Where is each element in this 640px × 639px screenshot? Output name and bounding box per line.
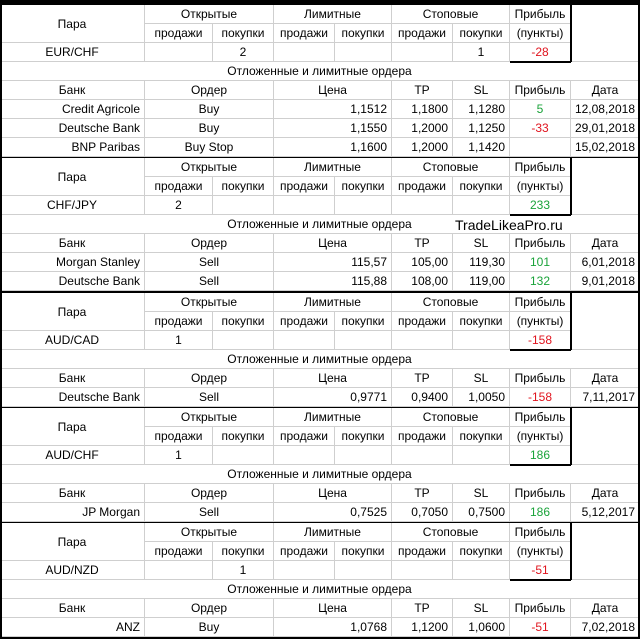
pair-header: Пара <box>0 5 145 43</box>
total-profit: -158 <box>510 331 571 350</box>
profit-header: Прибыль <box>510 599 571 618</box>
take-profit: 0,9400 <box>392 388 453 407</box>
order-date: 7,02,2018 <box>571 618 640 637</box>
stop-loss: 1,1250 <box>453 119 510 138</box>
sell-subheader: продажи <box>274 24 335 43</box>
limit-header: Лимитные <box>274 293 392 312</box>
order-profit: 186 <box>510 503 571 522</box>
buy-subheader: покупки <box>213 312 274 331</box>
order-date: 7,11,2017 <box>571 388 640 407</box>
pair-header: Пара <box>0 293 145 331</box>
stop-sell-count <box>392 43 453 62</box>
sell-subheader: продажи <box>274 177 335 196</box>
empty-cell <box>571 5 640 62</box>
limit-sell-count <box>274 561 335 580</box>
profit-header: Прибыль <box>510 408 571 427</box>
limit-sell-count <box>274 446 335 465</box>
table-border <box>510 349 571 351</box>
buy-subheader: покупки <box>335 312 392 331</box>
bank-name: Credit Agricole <box>0 100 145 119</box>
stop-sell-count <box>392 446 453 465</box>
take-profit: 108,00 <box>392 272 453 291</box>
sl-header: SL <box>453 369 510 388</box>
bank-name: BNP Paribas <box>0 138 145 157</box>
order-header: Ордер <box>145 484 274 503</box>
open-header: Открытые <box>145 293 274 312</box>
points-subheader: (пункты) <box>510 312 571 331</box>
sell-subheader: продажи <box>274 312 335 331</box>
total-profit: -28 <box>510 43 571 62</box>
open-buy-count <box>213 446 274 465</box>
pair-header: Пара <box>0 408 145 446</box>
limit-sell-count <box>274 331 335 350</box>
order-date: 6,01,2018 <box>571 253 640 272</box>
open-buy-count: 1 <box>213 561 274 580</box>
bank-header: Банк <box>0 369 145 388</box>
order-type: Sell <box>145 272 274 291</box>
open-buy-count: 2 <box>213 43 274 62</box>
stop-loss: 1,1280 <box>453 100 510 119</box>
price-header: Цена <box>274 484 392 503</box>
open-sell-count: 1 <box>145 446 213 465</box>
tp-header: TP <box>392 484 453 503</box>
price-header: Цена <box>274 369 392 388</box>
pending-orders-title: Отложенные и лимитные ордера <box>0 62 640 81</box>
date-header: Дата <box>571 484 640 503</box>
bank-header: Банк <box>0 234 145 253</box>
buy-subheader: покупки <box>453 177 510 196</box>
pair-name: AUD/CAD <box>0 331 145 350</box>
stop-header: Стоповые <box>392 158 510 177</box>
order-date: 29,01,2018 <box>571 119 640 138</box>
bank-header: Банк <box>0 81 145 100</box>
take-profit: 1,1800 <box>392 100 453 119</box>
order-price: 115,57 <box>274 253 392 272</box>
bank-header: Банк <box>0 484 145 503</box>
empty-cell <box>571 293 640 350</box>
open-sell-count: 1 <box>145 331 213 350</box>
sell-subheader: продажи <box>145 177 213 196</box>
bank-name: JP Morgan <box>0 503 145 522</box>
pending-orders-title: Отложенные и лимитные ордера <box>0 465 640 484</box>
table-border <box>570 293 572 350</box>
sell-subheader: продажи <box>392 24 453 43</box>
tp-header: TP <box>392 81 453 100</box>
buy-subheader: покупки <box>453 427 510 446</box>
pending-orders-title: Отложенные и лимитные ордера <box>0 580 640 599</box>
order-type: Sell <box>145 503 274 522</box>
buy-subheader: покупки <box>335 427 392 446</box>
stop-buy-count <box>453 561 510 580</box>
buy-subheader: покупки <box>213 427 274 446</box>
pair-name: AUD/CHF <box>0 446 145 465</box>
limit-buy-count <box>335 446 392 465</box>
tp-header: TP <box>392 234 453 253</box>
points-subheader: (пункты) <box>510 542 571 561</box>
sell-subheader: продажи <box>392 427 453 446</box>
profit-header: Прибыль <box>510 234 571 253</box>
sell-subheader: продажи <box>145 312 213 331</box>
take-profit: 1,2000 <box>392 138 453 157</box>
buy-subheader: покупки <box>453 542 510 561</box>
stop-sell-count <box>392 561 453 580</box>
pair-header: Пара <box>0 523 145 561</box>
stop-header: Стоповые <box>392 523 510 542</box>
bank-header: Банк <box>0 599 145 618</box>
empty-cell <box>571 158 640 215</box>
stop-buy-count: 1 <box>453 43 510 62</box>
date-header: Дата <box>571 234 640 253</box>
table-border <box>510 61 571 63</box>
profit-header: Прибыль <box>510 81 571 100</box>
limit-buy-count <box>335 331 392 350</box>
limit-buy-count <box>335 43 392 62</box>
open-buy-count <box>213 331 274 350</box>
total-profit: 233 <box>510 196 571 215</box>
stop-loss: 1,1420 <box>453 138 510 157</box>
table-border <box>0 158 2 291</box>
sell-subheader: продажи <box>392 177 453 196</box>
sl-header: SL <box>453 599 510 618</box>
bank-name: Morgan Stanley <box>0 253 145 272</box>
sell-subheader: продажи <box>145 427 213 446</box>
open-sell-count: 2 <box>145 196 213 215</box>
stop-buy-count <box>453 446 510 465</box>
date-header: Дата <box>571 81 640 100</box>
order-profit: -158 <box>510 388 571 407</box>
total-profit: -51 <box>510 561 571 580</box>
bank-name: Deutsche Bank <box>0 272 145 291</box>
take-profit: 1,1200 <box>392 618 453 637</box>
table-border <box>0 5 2 157</box>
order-header: Ордер <box>145 81 274 100</box>
order-header: Ордер <box>145 599 274 618</box>
price-header: Цена <box>274 81 392 100</box>
limit-header: Лимитные <box>274 158 392 177</box>
sell-subheader: продажи <box>274 542 335 561</box>
empty-cell <box>571 408 640 465</box>
limit-header: Лимитные <box>274 523 392 542</box>
tp-header: TP <box>392 369 453 388</box>
sell-subheader: продажи <box>145 542 213 561</box>
buy-subheader: покупки <box>335 24 392 43</box>
bank-name: Deutsche Bank <box>0 119 145 138</box>
table-border <box>510 579 571 581</box>
order-type: Buy <box>145 618 274 637</box>
sl-header: SL <box>453 234 510 253</box>
stop-sell-count <box>392 331 453 350</box>
sell-subheader: продажи <box>392 312 453 331</box>
open-header: Открытые <box>145 523 274 542</box>
table-border <box>570 158 572 215</box>
stop-header: Стоповые <box>392 293 510 312</box>
stop-buy-count <box>453 196 510 215</box>
bank-name: Deutsche Bank <box>0 388 145 407</box>
take-profit: 105,00 <box>392 253 453 272</box>
pair-name: EUR/CHF <box>0 43 145 62</box>
profit-header: Прибыль <box>510 523 571 542</box>
open-sell-count <box>145 43 213 62</box>
order-profit: -33 <box>510 119 571 138</box>
stop-loss: 119,30 <box>453 253 510 272</box>
profit-header: Прибыль <box>510 5 571 24</box>
sell-subheader: продажи <box>274 427 335 446</box>
table-border <box>570 523 572 580</box>
date-header: Дата <box>571 369 640 388</box>
table-border <box>510 214 571 216</box>
total-profit: 186 <box>510 446 571 465</box>
order-price: 0,7525 <box>274 503 392 522</box>
buy-subheader: покупки <box>213 177 274 196</box>
buy-subheader: покупки <box>335 542 392 561</box>
order-type: Buy Stop <box>145 138 274 157</box>
table-border <box>570 5 572 62</box>
sl-header: SL <box>453 484 510 503</box>
limit-sell-count <box>274 196 335 215</box>
stop-buy-count <box>453 331 510 350</box>
order-type: Sell <box>145 388 274 407</box>
limit-header: Лимитные <box>274 5 392 24</box>
order-profit <box>510 138 571 157</box>
sell-subheader: продажи <box>145 24 213 43</box>
order-price: 1,1550 <box>274 119 392 138</box>
stop-loss: 119,00 <box>453 272 510 291</box>
pair-header: Пара <box>0 158 145 196</box>
points-subheader: (пункты) <box>510 427 571 446</box>
buy-subheader: покупки <box>335 177 392 196</box>
open-sell-count <box>145 561 213 580</box>
take-profit: 0,7050 <box>392 503 453 522</box>
order-header: Ордер <box>145 234 274 253</box>
stop-header: Стоповые <box>392 408 510 427</box>
table-border <box>0 408 2 522</box>
order-price: 115,88 <box>274 272 392 291</box>
tp-header: TP <box>392 599 453 618</box>
order-price: 1,0768 <box>274 618 392 637</box>
order-date: 5,12,2017 <box>571 503 640 522</box>
watermark-text: TradeLikeaPro.ru <box>455 217 563 233</box>
order-date: 15,02,2018 <box>571 138 640 157</box>
buy-subheader: покупки <box>453 312 510 331</box>
take-profit: 1,2000 <box>392 119 453 138</box>
pending-orders-title: Отложенные и лимитные ордера <box>0 215 640 234</box>
limit-sell-count <box>274 43 335 62</box>
price-header: Цена <box>274 234 392 253</box>
order-price: 1,1600 <box>274 138 392 157</box>
open-header: Открытые <box>145 408 274 427</box>
order-profit: 132 <box>510 272 571 291</box>
buy-subheader: покупки <box>213 24 274 43</box>
sell-subheader: продажи <box>392 542 453 561</box>
limit-buy-count <box>335 561 392 580</box>
profit-header: Прибыль <box>510 293 571 312</box>
bank-name: ANZ <box>0 618 145 637</box>
profit-header: Прибыль <box>510 158 571 177</box>
pair-name: CHF/JPY <box>0 196 145 215</box>
order-type: Buy <box>145 100 274 119</box>
order-price: 1,1512 <box>274 100 392 119</box>
stop-sell-count <box>392 196 453 215</box>
limit-header: Лимитные <box>274 408 392 427</box>
sl-header: SL <box>453 81 510 100</box>
order-profit: 101 <box>510 253 571 272</box>
open-buy-count <box>213 196 274 215</box>
order-header: Ордер <box>145 369 274 388</box>
stop-loss: 1,0600 <box>453 618 510 637</box>
order-price: 0,9771 <box>274 388 392 407</box>
table-border <box>0 523 2 637</box>
table-border <box>510 464 571 466</box>
limit-buy-count <box>335 196 392 215</box>
price-header: Цена <box>274 599 392 618</box>
table-border <box>570 408 572 465</box>
open-header: Открытые <box>145 158 274 177</box>
profit-header: Прибыль <box>510 484 571 503</box>
order-date: 9,01,2018 <box>571 272 640 291</box>
pair-name: AUD/NZD <box>0 561 145 580</box>
order-type: Sell <box>145 253 274 272</box>
stop-loss: 0,7500 <box>453 503 510 522</box>
buy-subheader: покупки <box>453 24 510 43</box>
empty-cell <box>571 523 640 580</box>
points-subheader: (пункты) <box>510 177 571 196</box>
order-type: Buy <box>145 119 274 138</box>
open-header: Открытые <box>145 5 274 24</box>
date-header: Дата <box>571 599 640 618</box>
table-border <box>0 293 2 407</box>
points-subheader: (пункты) <box>510 24 571 43</box>
stop-loss: 1,0050 <box>453 388 510 407</box>
order-date: 12,08,2018 <box>571 100 640 119</box>
profit-header: Прибыль <box>510 369 571 388</box>
stop-header: Стоповые <box>392 5 510 24</box>
order-profit: 5 <box>510 100 571 119</box>
buy-subheader: покупки <box>213 542 274 561</box>
pending-orders-title: Отложенные и лимитные ордера <box>0 350 640 369</box>
order-profit: -51 <box>510 618 571 637</box>
